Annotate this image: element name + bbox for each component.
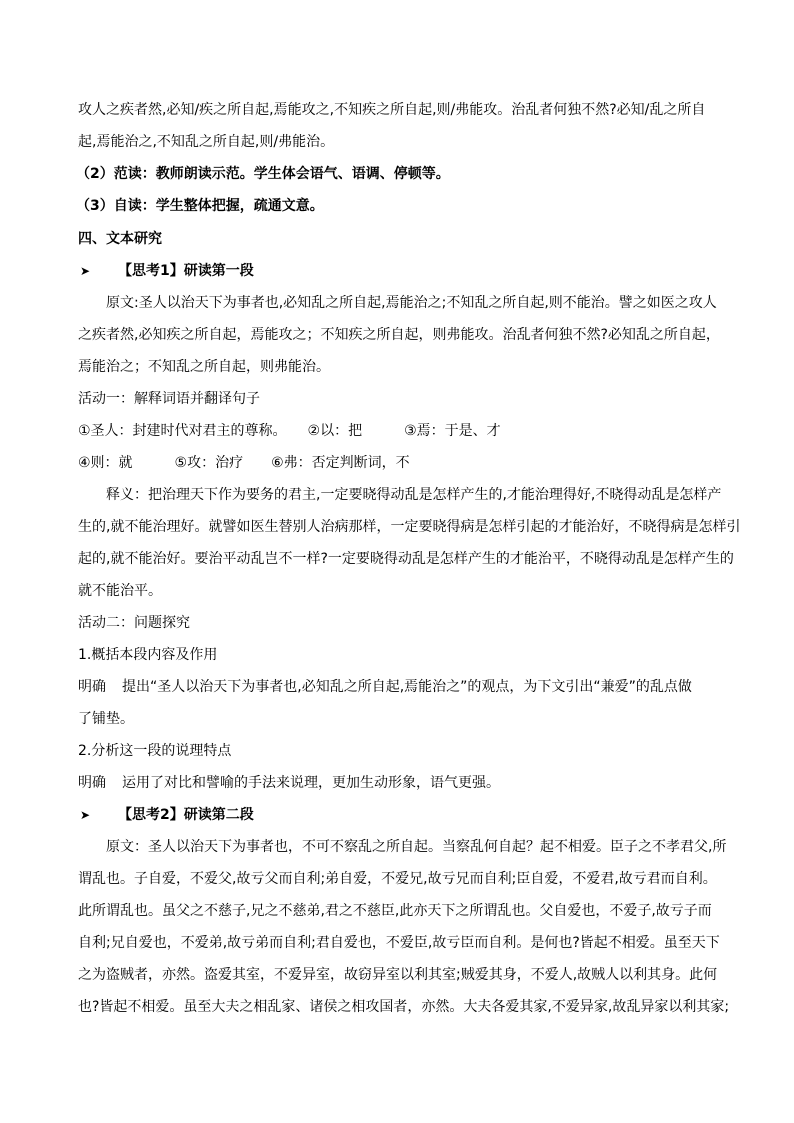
- answer-2: [78, 773, 500, 793]
- text-line: 了铺垫。: [78, 711, 134, 727]
- step-zi-du: （3）自读：学生整体把握，疏通文意。: [76, 198, 324, 214]
- answer-label: 明确: [78, 775, 106, 791]
- text-line: 原文：圣人以治天下为事者也，不可不察乱之所自起。当察乱何自起？起不相爱。臣子之不孝君父,所: [106, 839, 727, 855]
- think-2-heading: [80, 805, 254, 825]
- text-line: 释义：把治理天下作为要务的君主,一定要晓得动乱是怎样产生的,才能治理得好,不晓得动乱是怎样产: [106, 487, 722, 503]
- question-1: 1.概括本段内容及作用: [78, 647, 218, 663]
- answer-1: [78, 677, 692, 697]
- text-line: 谓乱也。子自爱，不爱父,故亏父而自利;弟自爱，不爱兄,故亏兄而自利;臣自爱，不爱君,故亏君而自利。: [78, 871, 717, 887]
- think-2-title: 【思考2】研读第二段: [118, 807, 254, 823]
- text-line: 之为盗贼者，亦然。盗爱其室，不爱异室，故窃异室以利其室;贼爱其身，不爱人,故贼人以利其身。此何: [78, 967, 718, 983]
- arrow-bullet-icon: ➤: [80, 264, 91, 278]
- answer-text: 运用了对比和譬喻的手法来说理，更加生动形象，语气更强。: [122, 775, 500, 791]
- text-line: 攻人之疾者然,必知/疾之所自起,焉能攻之,不知疾之所自起,则/弗能攻。治乱者何独不然?必知/乱之所自: [78, 102, 706, 118]
- text-line: 起的,就不能治好。要治平动乱岂不一样?一定要晓得动乱是怎样产生的才能治平，不晓得动乱是怎样产生的: [78, 551, 734, 567]
- answer-label: 明确: [78, 679, 106, 695]
- think-1-title: 【思考1】研读第一段: [118, 263, 254, 279]
- text-line: 原文:圣人以治天下为事者也,必知乱之所自起,焉能治之;不知乱之所自起,则不能治。譬之如医之攻人: [106, 295, 717, 311]
- arrow-bullet-icon: ➤: [80, 808, 91, 822]
- activity-1-heading: 活动一：解释词语并翻译句子: [78, 391, 260, 407]
- text-line: 就不能治平。: [78, 583, 162, 599]
- text-line: 也?皆起不相爱。虽至大夫之相乱家、诸侯之相攻国者，亦然。大夫各爱其家,不爱异家,故乱异家以利其家;: [78, 999, 730, 1015]
- text-line: 自利;兄自爱也，不爱弟,故亏弟而自利;君自爱也，不爱臣,故亏臣而自利。是何也?皆起不相爱。虽至天下: [78, 935, 720, 951]
- text-line: 起,焉能治之,不知乱之所自起,则/弗能治。: [78, 134, 335, 150]
- text-line: 此所谓乱也。虽父之不慈子,兄之不慈弟,君之不慈臣,此亦天下之所谓乱也。父自爱也，不爱子,故亏子而: [78, 903, 712, 919]
- activity-2-heading: 活动二：问题探究: [78, 615, 190, 631]
- step-fan-du: （2）范读：教师朗读示范。学生体会语气、语调、停顿等。: [76, 166, 450, 182]
- text-line: 生的,就不能治理好。就譬如医生替别人治病那样，一定要晓得病是怎样引起的才能治好，不晓得病是怎样引: [78, 519, 741, 535]
- vocab-line: ④则：就 ⑤攻：治疗 ⑥弗：否定判断词，不: [78, 455, 410, 471]
- section-heading: 四、文本研究: [78, 231, 162, 247]
- question-2: 2.分析这一段的说理特点: [78, 743, 232, 759]
- text-line: 焉能治之；不知乱之所自起，则弗能治。: [78, 359, 330, 375]
- think-1-heading: [80, 261, 254, 281]
- text-line: 之疾者然,必知疾之所自起，焉能攻之；不知疾之所自起，则弗能攻。治乱者何独不然?必知乱之所自起，: [78, 327, 720, 343]
- vocab-line: ①圣人：封建时代对君主的尊称。 ②以：把 ③焉：于是、才: [78, 423, 501, 439]
- answer-text: 提出“圣人以治天下为事者也,必知乱之所自起,焉能治之”的观点，为下文引出“兼爱”的乱点做: [122, 679, 692, 695]
